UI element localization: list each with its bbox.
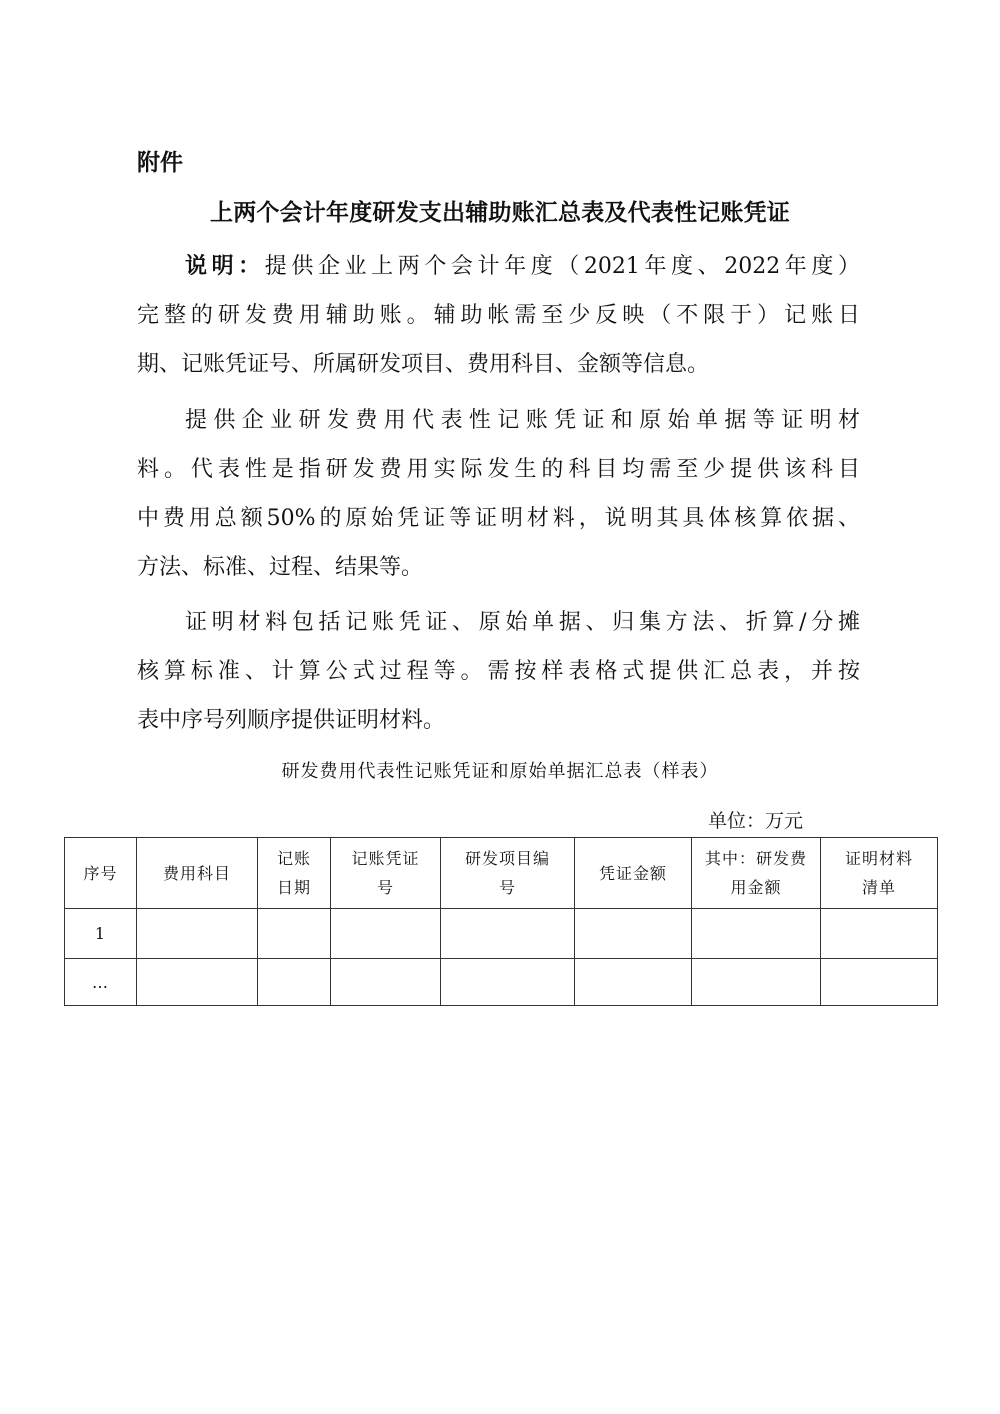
header-cell-project-number: 研发项目编 号	[441, 838, 575, 909]
paragraph-line: 完整的研发费用辅助账。辅助帐需至少反映（不限于）记账日	[137, 303, 860, 328]
table-cell	[137, 909, 258, 959]
table-caption: 研发费用代表性记账凭证和原始单据汇总表（样表）	[281, 761, 719, 782]
table-cell	[692, 909, 821, 959]
representative-vouchers-paragraph	[137, 396, 860, 592]
table-cell	[575, 959, 692, 1006]
table-header-row	[65, 838, 938, 909]
instructions-label: 说明：	[185, 254, 265, 279]
table-cell	[821, 959, 938, 1006]
table-cell	[331, 909, 441, 959]
table-cell	[692, 959, 821, 1006]
header-cell-materials-list: 证明材料 清单	[821, 838, 938, 909]
header-cell-expense-subject: 费用科目	[137, 838, 258, 909]
paragraph-line: 中费用总额50%的原始凭证等证明材料，说明其具体核算依据、	[137, 506, 860, 531]
instructions-paragraph	[137, 242, 860, 389]
paragraph-line	[137, 242, 860, 291]
header-cell-posting-date: 记账 日期	[258, 838, 331, 909]
attachment-label: 附件	[137, 150, 183, 176]
header-cell-voucher-number: 记账凭证 号	[331, 838, 441, 909]
paragraph-line: 核算标准、计算公式过程等。需按样表格式提供汇总表，并按	[137, 659, 860, 684]
table-cell: 1	[65, 909, 137, 959]
paragraph-line: 表中序号列顺序提供证明材料。	[137, 708, 446, 733]
table-row	[65, 909, 938, 959]
table-row	[65, 959, 938, 1006]
summary-table	[64, 837, 938, 1006]
paragraph-text: 提供企业上两个会计年度（2021年度、2022年度）	[264, 254, 860, 279]
table-cell	[441, 909, 575, 959]
table-cell	[331, 959, 441, 1006]
table-cell	[821, 909, 938, 959]
paragraph-line: 证明材料包括记账凭证、原始单据、归集方法、折算/分摊	[185, 610, 860, 635]
unit-label: 单位：万元	[708, 810, 804, 832]
table-cell	[441, 959, 575, 1006]
paragraph-line: 料。代表性是指研发费用实际发生的科目均需至少提供该科目	[137, 457, 860, 482]
paragraph-line: 方法、标准、过程、结果等。	[137, 555, 424, 580]
table-cell	[137, 959, 258, 1006]
header-cell-rd-amount: 其中：研发费 用金额	[692, 838, 821, 909]
table-cell	[258, 959, 331, 1006]
supporting-materials-paragraph	[137, 598, 860, 745]
paragraph-line: 期、记账凭证号、所属研发项目、费用科目、金额等信息。	[137, 352, 710, 377]
header-cell-voucher-amount: 凭证金额	[575, 838, 692, 909]
paragraph-line: 提供企业研发费用代表性记账凭证和原始单据等证明材	[185, 408, 860, 433]
header-cell-index: 序号	[65, 838, 137, 909]
table-cell	[258, 909, 331, 959]
table-cell: …	[65, 959, 137, 1006]
document-title: 上两个会计年度研发支出辅助账汇总表及代表性记账凭证	[210, 200, 790, 226]
table-cell	[575, 909, 692, 959]
